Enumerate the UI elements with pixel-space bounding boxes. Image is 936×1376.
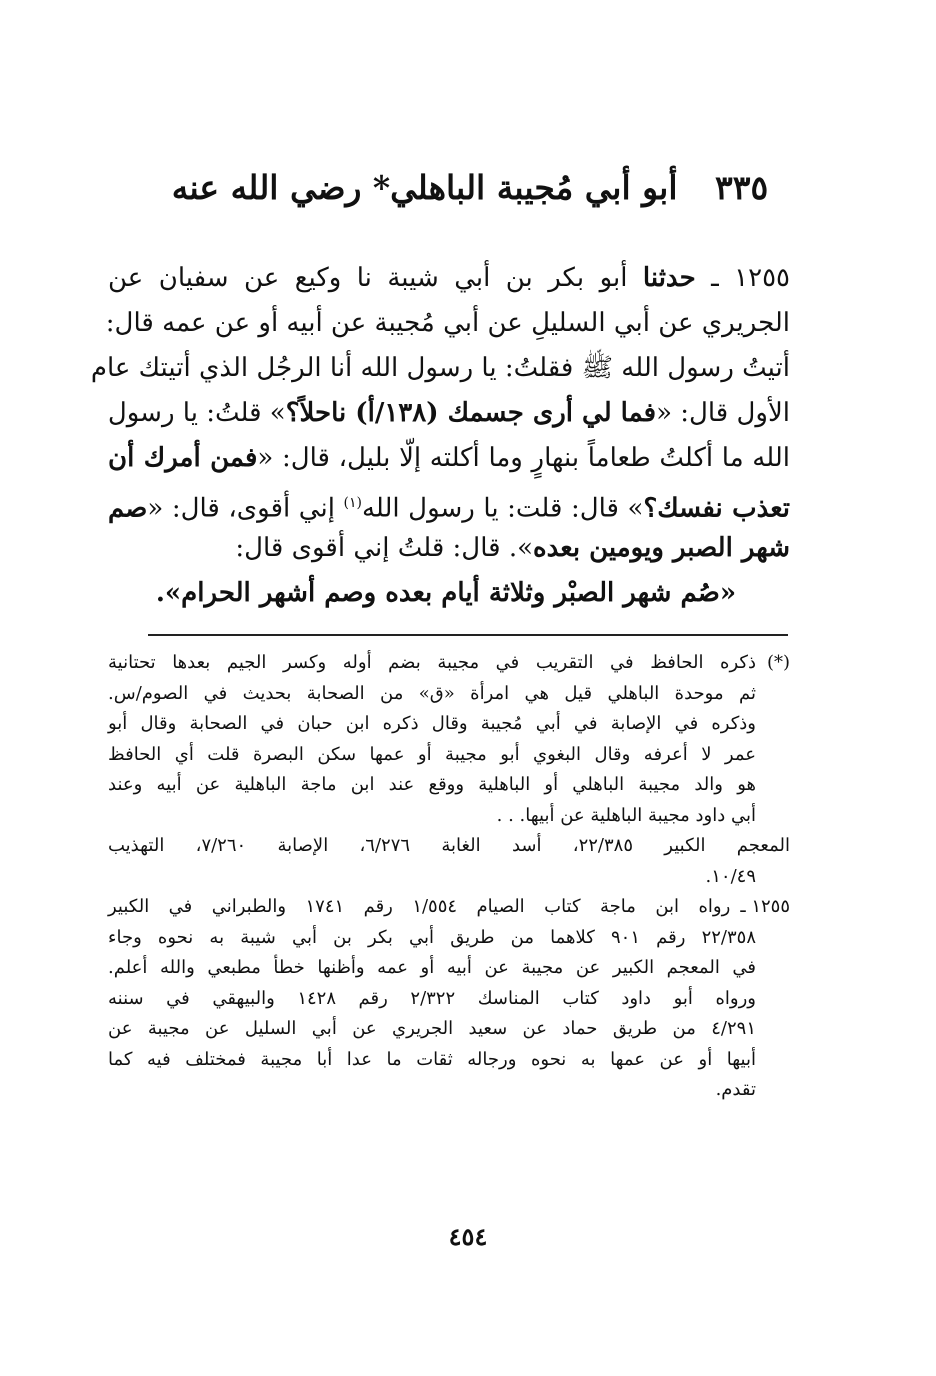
hadith-dash: ـ [711, 263, 719, 293]
hadith-text-segment: الله ما أكلتُ طعاماً بنهارٍ وما أكلته إلّا بليل، قال: « [257, 443, 790, 473]
footnote-text: رواه ابن ماجة كتاب الصيام ١/٥٥٤ رقم ١٧٤١ والطبراني في الكبير [108, 896, 731, 917]
footnote-line [108, 892, 790, 923]
chapter-heading [150, 160, 790, 216]
footnotes [108, 648, 790, 1106]
footnote-line: عمر لا أعرفه وقال البغوي أبو مجيبة أو عمها سكن البصرة قلت أي الحافظ [108, 743, 756, 765]
footnote-line: ٤/٢٩١ من طريق حماد عن سعيد الجريري عن أبي السليل عن مجيبة عن [108, 1018, 756, 1039]
hadith-text-segment: » قلتُ: يا رسول [107, 398, 286, 428]
hadith-line [108, 256, 790, 301]
footnote-marker: (*) [766, 652, 790, 673]
footnote-line: ١٠/٤٩. [705, 865, 756, 887]
hadith-text-segment: الأول قال: « [656, 398, 790, 428]
footnote-line: تقدم. [715, 1079, 756, 1100]
footnote-divider [148, 634, 788, 636]
footnote-line: أبيها أو عن عمها به نحوه ورجاله ثقات ما عدا أبا مجيبة فمختلف فيه كما [108, 1048, 756, 1070]
prophet-quote: فمن أمرك أن [108, 443, 258, 473]
chapter-number: ٣٣٥ [715, 168, 769, 207]
footnote-line: وذكره في الإصابة في أبي مُجيبة وقال ذكره ابن حبان في الصحابة وقال أبو [108, 713, 756, 734]
hadith-line [108, 391, 790, 436]
hadith-text-segment: أبو بكر بن أبي شيبة نا وكيع عن سفيان عن [108, 263, 628, 293]
footnote-reference: (١) [343, 495, 362, 511]
footnote-line: ثم موحدة الباهلي قيل هي امرأة «ق» من الصحابة بحديث في الصوم/س. [108, 682, 756, 704]
footnote-line [108, 648, 790, 679]
footnote-line: هو والد مجيبة الباهلي أو الباهلية ووقع عند ابن ماجة الباهلية عن أبيه وعند [108, 774, 756, 795]
hadith-line [108, 526, 790, 571]
chapter-title: أبو أبي مُجيبة الباهلي* رضي الله عنه [171, 168, 678, 207]
footnote-text: ذكره الحافظ في التقريب في مجيبة بضم أوله وكسر الجيم بعدها تحتانية [108, 652, 756, 673]
footnote-hadith [108, 892, 790, 1106]
hadith-text-segment: ». قال: قلتُ إني أقوى قال: [235, 533, 533, 563]
hadith-line: الجريري عن أبي السليلِ عن أبي مُجيبة عن أبيه أو عن عمه قال: [105, 308, 790, 338]
prophet-quote: فما لي أرى جسمك (١٣٨/أ) ناحلاً؟ [285, 398, 657, 428]
hadith-text-segment: إني أقوى، قال: « [147, 493, 344, 524]
footnote-marker: ١٢٥٥ ـ [740, 896, 790, 917]
footnote-star [108, 648, 790, 892]
hadith-lead-word: حدثنا [642, 263, 696, 293]
hadith-line [108, 436, 790, 481]
page-number: ٤٥٤ [448, 1222, 488, 1251]
prophet-quote: شهر الصبر ويومين بعده [533, 533, 790, 563]
footnote-line: المعجم الكبير ٢٢/٣٨٥، أسد الغابة ٦/٢٧٦، الإصابة ٧/٢٦٠، التهذيب [108, 835, 790, 856]
prophet-quote: صم [108, 493, 148, 524]
hadith-text-segment: » قال: قلت: يا رسول الله [361, 493, 644, 524]
hadith-line: أتيتُ رسول الله ﷺ فقلتُ: يا رسول الله أنا الرجُل الذي أتيتك عام [90, 353, 790, 383]
hadith-line [108, 481, 790, 526]
prophet-quote: تعذب نفسك؟ [643, 493, 790, 524]
footnote-line: ورواه أبو داود كتاب المناسك ٢/٣٢٢ رقم ١٤٢٨ والبيهقي في سننه [108, 987, 756, 1009]
hadith-number: ١٢٥٥ [734, 263, 791, 293]
hadith-text [90, 256, 791, 616]
footnote-line: ٢٢/٣٥٨ رقم ٩٠١ كلاهما من طريق أبي بكر بن أبي شيبة به نحوه وجاء [108, 926, 756, 948]
footnote-line: في المعجم الكبير عن مجيبة عن أبيه أو عمه وأظنها خطأ مطبعي والله أعلم. [108, 957, 756, 978]
footnote-line: أبي داود مجيبة الباهلية عن أبيها. . . [496, 804, 756, 826]
prophet-quote-final: «صُم شهر الصبْر وثلاثة أيام بعده وصم أشهر الحرام». [155, 578, 737, 608]
